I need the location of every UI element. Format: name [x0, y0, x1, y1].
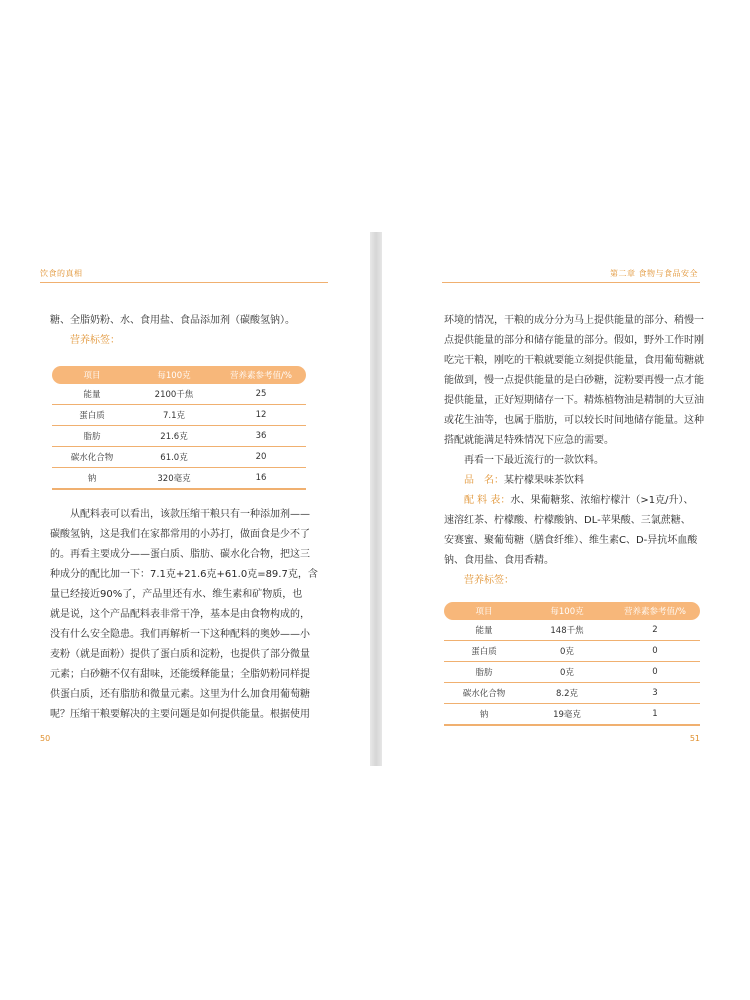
text-line: 没有什么安全隐患。我们再解析一下这种配料的奥妙——小 [50, 629, 310, 640]
table-cell: 能量 [444, 620, 524, 641]
text-line: 环境的情况，干粮的成分分为马上提供能量的部分、稍慢一 [444, 315, 704, 326]
table-cell: 21.6克 [132, 426, 216, 447]
table-cell: 148千焦 [524, 620, 610, 641]
text-line: 麦粉（就是面粉）提供了蛋白质和淀粉，也提供了部分微量 [50, 649, 310, 660]
text-line: 点提供能量的部分和储存能量的部分。假如，野外工作时刚 [444, 335, 704, 346]
text-line: 的。再看主要成分——蛋白质、脂肪、碳水化合物，把这三 [50, 549, 310, 560]
page-number: 51 [689, 734, 700, 743]
table-cell: 19毫克 [524, 704, 610, 726]
nutrition-table [444, 602, 700, 726]
text-line: 或花生油等，也属于脂肪，可以较长时间地储存能量。这种 [444, 415, 704, 426]
product-name-label: 品 名： [464, 475, 504, 486]
text-line: 种成分的配比加一下：7.1克+21.6克+61.0克=89.7克，含 [50, 569, 318, 580]
table-cell: 3 [610, 683, 700, 704]
product-name-line [444, 471, 704, 491]
table-header-cell: 营养素参考值/% [610, 602, 700, 620]
text-line: 量已经接近90%了，产品里还有水、维生素和矿物质，也 [50, 589, 303, 600]
table-cell: 0 [610, 662, 700, 683]
text-line: 钠、食用盐、食用香精。 [444, 555, 554, 566]
table-cell: 320毫克 [132, 468, 216, 490]
text-line: 搭配就能满足特殊情况下应急的需要。 [444, 435, 614, 446]
table-row [52, 468, 306, 490]
table-row [444, 641, 700, 662]
table-cell: 脂肪 [52, 426, 132, 447]
table-row [52, 426, 306, 447]
table-row [52, 447, 306, 468]
text-line: 糖、全脂奶粉、水、食用盐、食品添加剂（碳酸氢钠）。 [50, 315, 295, 326]
text-line: 再看一下最近流行的一款饮料。 [464, 455, 604, 466]
table-cell: 钠 [52, 468, 132, 490]
running-head: 饮食的真相 [40, 269, 83, 278]
table-cell: 7.1克 [132, 405, 216, 426]
table-cell: 8.2克 [524, 683, 610, 704]
table-cell: 脂肪 [444, 662, 524, 683]
header-rule [442, 282, 700, 283]
table-row [444, 662, 700, 683]
left-page [0, 0, 370, 1000]
table-cell: 蛋白质 [444, 641, 524, 662]
right-page [382, 0, 750, 1000]
nutrition-label-heading: 营养标签： [464, 575, 514, 586]
text-line: 就是说，这个产品配料表非常干净，基本是由食物构成的， [50, 609, 310, 620]
book-gutter [370, 232, 382, 766]
table-header-cell: 每100克 [524, 602, 610, 620]
nutrition-label-heading: 营养标签： [70, 335, 120, 346]
table-header-cell: 营养素参考值/% [216, 366, 306, 384]
text-line: 呢？压缩干粮要解决的主要问题是如何提供能量。根据使用 [50, 709, 310, 720]
table-cell: 1 [610, 704, 700, 726]
running-head: 第二章 食物与食品安全 [609, 269, 698, 278]
header-rule [40, 282, 328, 283]
table-row [444, 620, 700, 641]
body-paragraph [50, 505, 318, 725]
table-row [444, 683, 700, 704]
page-number: 50 [40, 734, 51, 743]
text-line: 碳酸氢钠，这是我们在家都常用的小苏打，做面食是少不了 [50, 529, 310, 540]
table-cell: 0 [610, 641, 700, 662]
table-header-row [52, 366, 306, 384]
table-cell: 蛋白质 [52, 405, 132, 426]
text-line: 从配料表可以看出，该款压缩干粮只有一种添加剂—— [70, 509, 310, 520]
product-name: 某柠檬果味茶饮料 [504, 475, 584, 486]
text-line: 供蛋白质，还有脂肪和微量元素。这里为什么加食用葡萄糖 [50, 689, 310, 700]
text-line: 安赛蜜、聚葡萄糖（膳食纤维）、维生素C、D-异抗坏血酸 [444, 535, 698, 546]
table-cell: 0克 [524, 641, 610, 662]
table-row [444, 704, 700, 726]
nutrition-table [52, 366, 306, 490]
table-cell: 61.0克 [132, 447, 216, 468]
table-cell: 25 [216, 384, 306, 405]
table-cell: 36 [216, 426, 306, 447]
text-line: 速溶红茶、柠檬酸、柠檬酸钠、DL-苹果酸、三氯蔗糖、 [444, 515, 691, 526]
table-cell: 碳水化合物 [444, 683, 524, 704]
table-cell: 2 [610, 620, 700, 641]
table-header-cell: 项目 [52, 366, 132, 384]
body-paragraph [444, 311, 704, 591]
table-header-cell: 项目 [444, 602, 524, 620]
ingredients-line [444, 491, 704, 511]
table-cell: 钠 [444, 704, 524, 726]
ingredients-text: 水、果葡糖浆、浓缩柠檬汁（>1克/升）、 [510, 495, 694, 506]
text-line: 能做到，慢一点提供能量的是白砂糖，淀粉要再慢一点才能 [444, 375, 704, 386]
text-line: 元素；白砂糖不仅有甜味，还能缓释能量；全脂奶粉同样提 [50, 669, 310, 680]
table-cell: 0克 [524, 662, 610, 683]
table-cell: 碳水化合物 [52, 447, 132, 468]
text-line: 提供能量，正好短期储存一下。精炼植物油是精制的大豆油 [444, 395, 704, 406]
table-cell: 12 [216, 405, 306, 426]
text-line: 吃完干粮，刚吃的干粮就要能立刻提供能量，食用葡萄糖就 [444, 355, 704, 366]
table-cell: 能量 [52, 384, 132, 405]
table-cell: 16 [216, 468, 306, 490]
table-cell: 2100千焦 [132, 384, 216, 405]
table-row [52, 405, 306, 426]
table-header-row [444, 602, 700, 620]
ingredients-label: 配 料 表： [464, 495, 511, 506]
table-header-cell: 每100克 [132, 366, 216, 384]
table-row [52, 384, 306, 405]
table-cell: 20 [216, 447, 306, 468]
intro-text [50, 311, 295, 351]
